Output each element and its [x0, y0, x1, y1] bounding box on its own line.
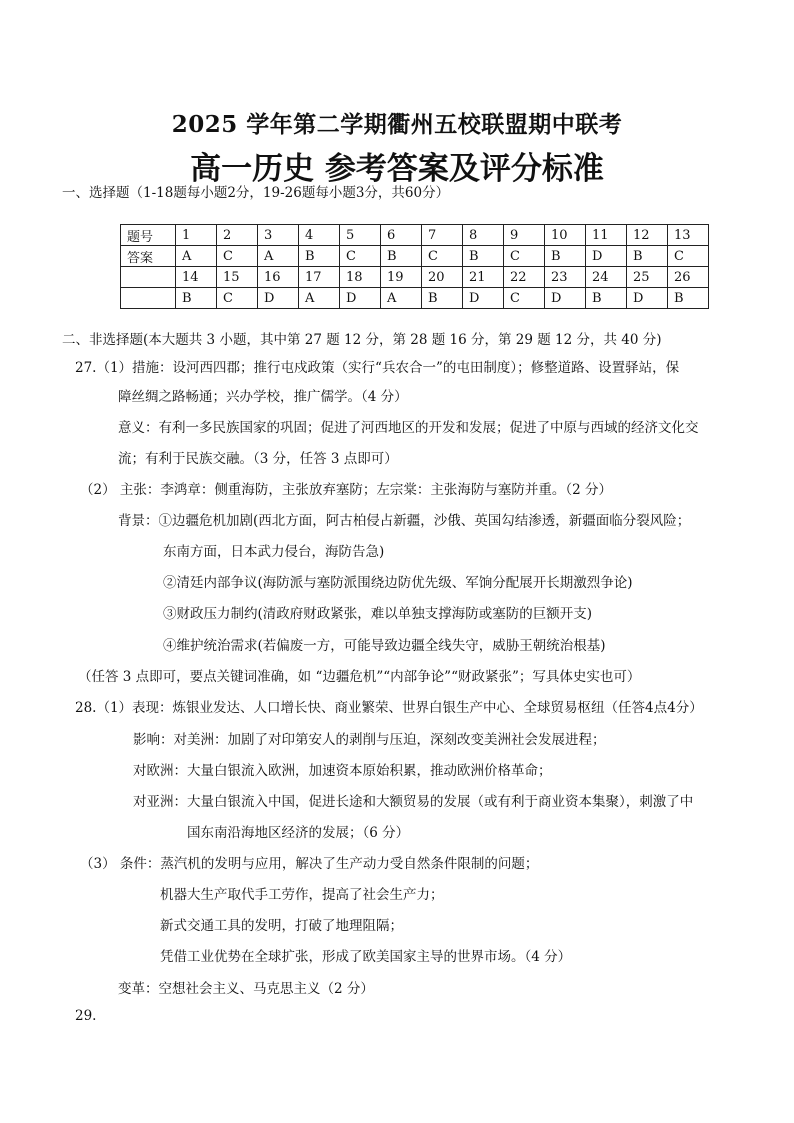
answer-cell: D	[627, 288, 668, 309]
answer-cell: B	[545, 246, 586, 267]
table-row	[121, 288, 709, 309]
answer-cell: D	[586, 246, 627, 267]
answer-line: 东南方面，日本武力侵台，海防告急)	[163, 544, 385, 560]
question-number-cell: 4	[299, 225, 340, 246]
answer-line: （2） 主张：李鸿章：侧重海防，主张放弃塞防；左宗棠：主张海防与塞防并重。（2 分）	[80, 482, 613, 498]
section1-heading: 一、选择题（1-18题每小题2分，19-26题每小题3分，共60分）	[62, 185, 450, 201]
question-number-cell: 16	[258, 267, 299, 288]
answer-cell: B	[586, 288, 627, 309]
question-number-cell: 1	[176, 225, 217, 246]
answer-cell: C	[668, 246, 709, 267]
answer-cell: C	[217, 246, 258, 267]
answer-line: 对亚洲：大量白银流入中国，促进长途和大额贸易的发展（或有利于商业资本集聚），刺激了中	[133, 794, 694, 810]
question-number-cell: 18	[340, 267, 381, 288]
answer-cell: C	[504, 288, 545, 309]
answer-line: 凭借工业优势在全球扩张，形成了欧美国家主导的世界市场。（4 分）	[160, 949, 572, 965]
answer-cell: A	[299, 288, 340, 309]
answer-cell: B	[422, 288, 463, 309]
answer-line: 29.	[75, 1008, 97, 1024]
question-number-cell: 21	[463, 267, 504, 288]
question-number-cell: 22	[504, 267, 545, 288]
answer-line: 新式交通工具的发明，打破了地理阻隔；	[160, 918, 403, 934]
answer-line: 变革：空想社会主义、马克思主义（2 分）	[118, 981, 374, 997]
question-number-cell: 2	[217, 225, 258, 246]
row-label	[121, 288, 176, 309]
answer-cell: D	[340, 288, 381, 309]
question-number-cell: 26	[668, 267, 709, 288]
exam-title: 2025 学年第二学期衢州五校联盟期中联考	[171, 111, 623, 138]
table-row	[121, 267, 709, 288]
answer-cell: B	[668, 288, 709, 309]
answer-table	[120, 224, 709, 309]
question-number-cell: 15	[217, 267, 258, 288]
answer-line: ④维护统治需求(若偏废一方，可能导致边疆全线失守，威胁王朝统治根基)	[163, 638, 606, 654]
document-subtitle: 高一历史 参考答案及评分标准	[190, 151, 604, 187]
answer-cell: A	[176, 246, 217, 267]
question-number-cell: 25	[627, 267, 668, 288]
answer-cell: B	[627, 246, 668, 267]
answer-line: 机器大生产取代手工劳作，提高了社会生产力；	[160, 887, 444, 903]
answer-line: 障丝绸之路畅通；兴办学校，推广儒学。（4 分）	[118, 389, 408, 405]
answer-line: ②清廷内部争议(海防派与塞防派围绕边防优先级、军饷分配展开长期激烈争论)	[163, 575, 633, 591]
answer-line: 影响：对美洲：加剧了对印第安人的剥削与压迫，深刻改变美洲社会发展进程；	[133, 732, 606, 748]
question-number-cell: 7	[422, 225, 463, 246]
question-number-cell: 11	[586, 225, 627, 246]
question-number-cell: 3	[258, 225, 299, 246]
answer-line: 国东南沿海地区经济的发展；（6 分）	[187, 825, 410, 841]
answer-cell: B	[463, 246, 504, 267]
question-number-cell: 6	[381, 225, 422, 246]
answer-cell: B	[381, 246, 422, 267]
answer-cell: C	[340, 246, 381, 267]
row-label: 题号	[121, 225, 176, 246]
answer-cell: D	[463, 288, 504, 309]
answer-line: （3） 条件：蒸汽机的发明与应用，解决了生产动力受自然条件限制的问题；	[80, 856, 539, 872]
question-number-cell: 13	[668, 225, 709, 246]
section2-heading: 二、非选择题(本大题共 3 小题，其中第 27 题 12 分，第 28 题 16 分，第 29 题 12 分，共 40 分)	[62, 332, 662, 348]
table-row	[121, 225, 709, 246]
question-number-cell: 10	[545, 225, 586, 246]
answer-cell: D	[258, 288, 299, 309]
answer-line: 27.（1）措施：设河西四郡；推行屯戍政策（实行“兵农合一”的屯田制度）；修整道路、设置驿站，保	[75, 360, 680, 376]
answer-cell: A	[258, 246, 299, 267]
answer-cell: B	[176, 288, 217, 309]
question-number-cell: 17	[299, 267, 340, 288]
answer-cell: C	[422, 246, 463, 267]
answer-line: （任答 3 点即可，要点关键词准确，如 “边疆危机”“内部争论”“财政紧张”；写具体史实也可）	[78, 669, 641, 685]
question-number-cell: 8	[463, 225, 504, 246]
row-label	[121, 267, 176, 288]
answer-cell: C	[504, 246, 545, 267]
table-row	[121, 246, 709, 267]
answer-line: 对欧洲：大量白银流入欧洲，加速资本原始积累，推动欧洲价格革命；	[133, 763, 552, 779]
question-number-cell: 20	[422, 267, 463, 288]
question-number-cell: 12	[627, 225, 668, 246]
question-number-cell: 9	[504, 225, 545, 246]
answer-cell: D	[545, 288, 586, 309]
answer-line: 28.（1）表现：炼银业发达、人口增长快、商业繁荣、世界白银生产中心、全球贸易枢纽（任答4点4分）	[75, 700, 703, 716]
row-label: 答案	[121, 246, 176, 267]
answer-line: ③财政压力制约(清政府财政紧张，难以单独支撑海防或塞防的巨额开支)	[163, 606, 593, 622]
question-number-cell: 19	[381, 267, 422, 288]
question-number-cell: 24	[586, 267, 627, 288]
question-number-cell: 23	[545, 267, 586, 288]
question-number-cell: 5	[340, 225, 381, 246]
answer-line: 意义：有利一多民族国家的巩固；促进了河西地区的开发和发展；促进了中原与西域的经济文化交	[118, 420, 699, 436]
answer-cell: C	[217, 288, 258, 309]
answer-cell: B	[299, 246, 340, 267]
answer-line: 背景：①边疆危机加剧(西北方面，阿古柏侵占新疆，沙俄、英国勾结渗透，新疆面临分裂风险；	[118, 513, 691, 529]
question-number-cell: 14	[176, 267, 217, 288]
answer-line: 流；有利于民族交融。（3 分，任答 3 点即可）	[118, 451, 398, 467]
answer-cell: A	[381, 288, 422, 309]
